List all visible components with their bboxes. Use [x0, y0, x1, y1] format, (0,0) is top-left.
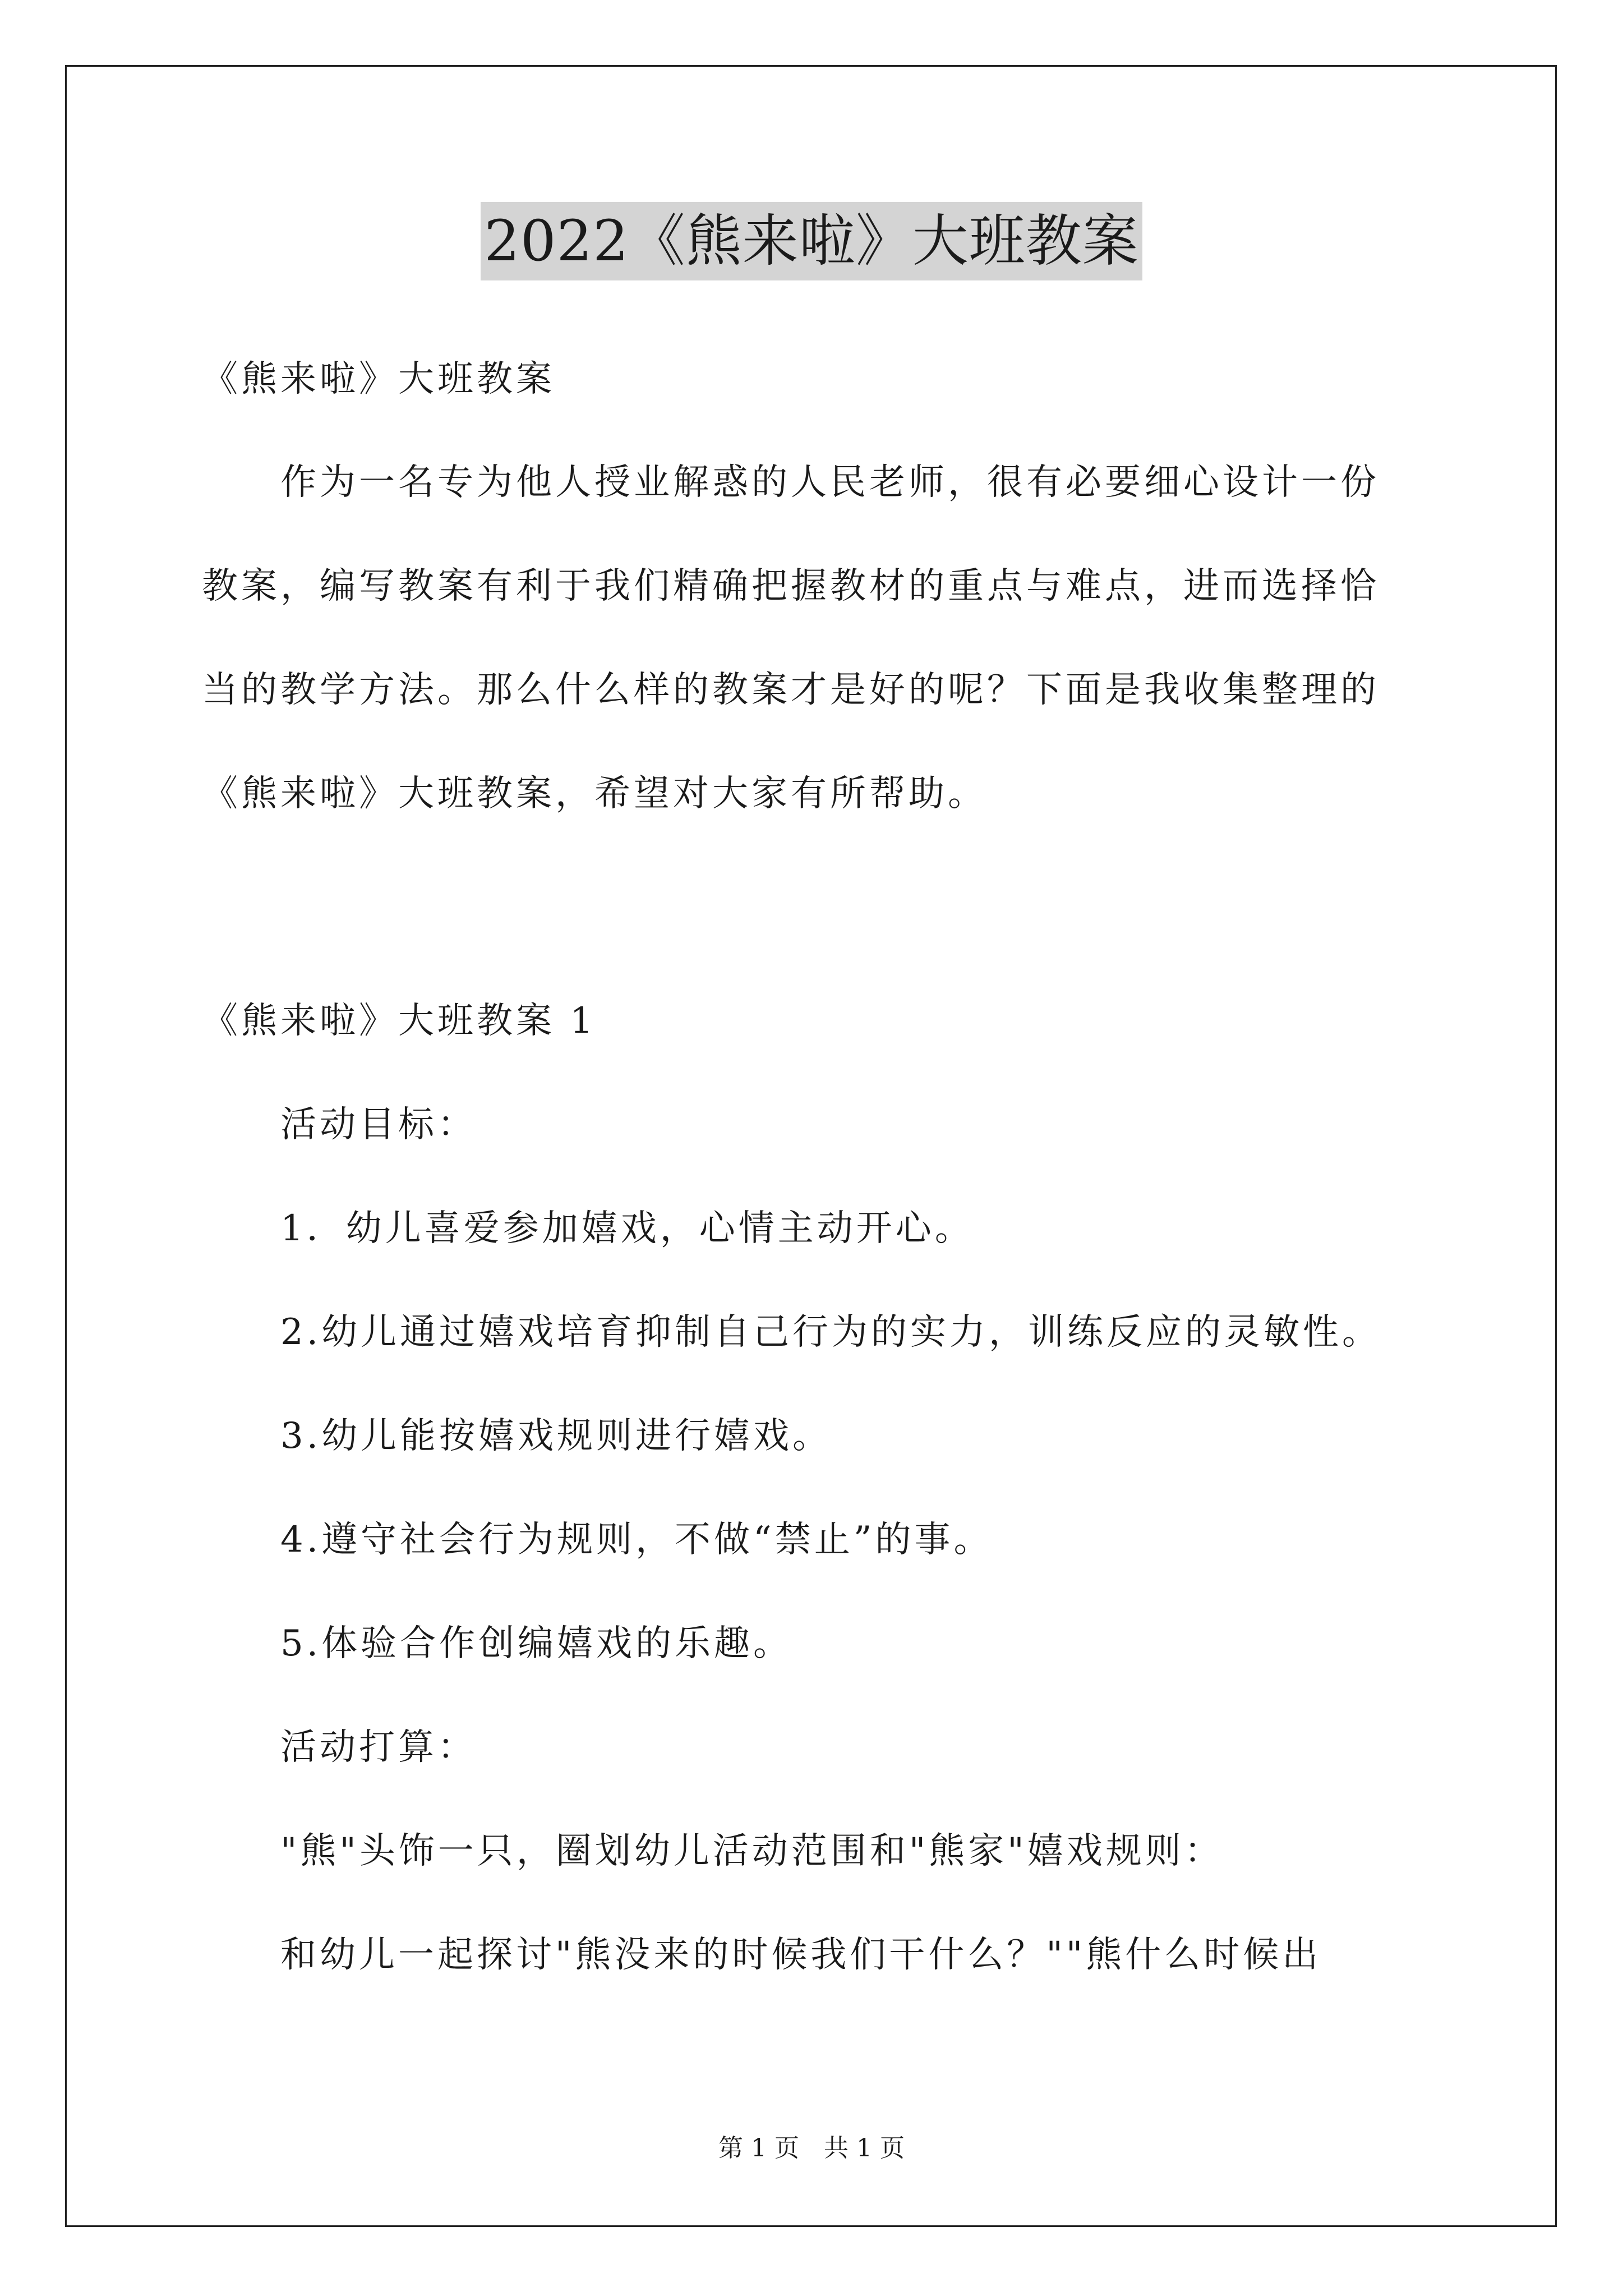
intro-line-4: 《熊来啦》大班教案，希望对大家有所帮助。: [202, 773, 987, 815]
document-title: 2022《熊来啦》大班教案: [481, 202, 1142, 280]
page-footer: 第 1 页 共 1 页: [718, 2134, 905, 2162]
goals-label: 活动目标：: [280, 1104, 477, 1145]
prep-label: 活动打算：: [280, 1727, 477, 1768]
document-subtitle: 《熊来啦》大班教案: [202, 358, 555, 400]
intro-line-1: 作为一名专为他人授业解惑的人民老师，很有必要细心设计一份: [280, 462, 1380, 503]
goal-item-4: 4.遵守社会行为规则，不做“禁止”的事。: [280, 1519, 993, 1561]
goal-item-5: 5.体验合作创编嬉戏的乐趣。: [280, 1623, 793, 1664]
intro-line-2: 教案，编写教案有利于我们精确把握教材的重点与难点，进而选择恰: [202, 565, 1380, 607]
prep-line-1: "熊"头饰一只，圈划幼儿活动范围和"熊家"嬉戏规则：: [280, 1830, 1224, 1872]
intro-line-3: 当的教学方法。那么什么样的教案才是好的呢？下面是我收集整理的: [202, 669, 1380, 711]
goal-item-3: 3.幼儿能按嬉戏规则进行嬉戏。: [280, 1415, 832, 1457]
prep-line-2: 和幼儿一起探讨"熊没来的时候我们干什么？""熊什么时候出: [280, 1934, 1322, 1976]
section-heading: 《熊来啦》大班教案 1: [202, 1000, 597, 1042]
goal-item-1: 1．幼儿喜爱参加嬉戏，心情主动开心。: [280, 1208, 974, 1249]
title-container: [0, 202, 1623, 280]
goal-item-2: 2.幼儿通过嬉戏培育抑制自己行为的实力，训练反应的灵敏性。: [280, 1312, 1382, 1353]
